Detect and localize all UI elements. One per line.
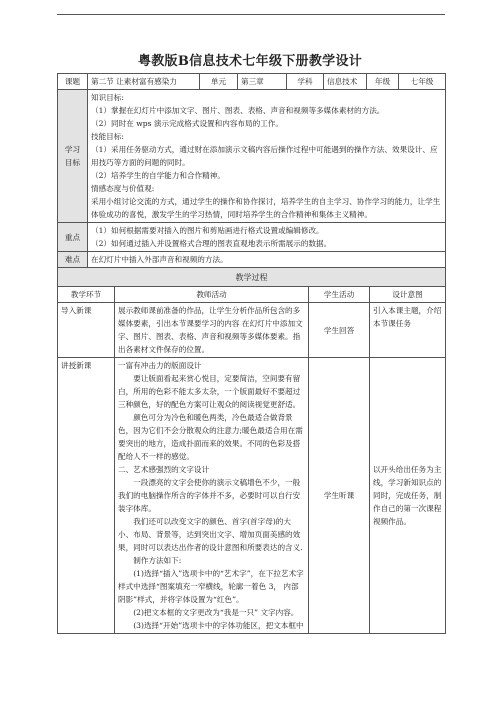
objective-line: 知识目标: xyxy=(91,93,124,102)
topic-value: 第二节 让素材富有感染力 xyxy=(88,74,200,90)
key-point-line: （1）如何根据需要对插入的图片和剪贴画进行格式设置或编辑修改。 xyxy=(91,226,324,235)
lecture-student: 学生听课 xyxy=(309,358,370,634)
topic-label: 课题 xyxy=(58,74,88,90)
lecture-row xyxy=(58,358,446,634)
objective-line: （1）采用任务驱动方式，通过财在添加演示文稿内容后操作过程中可能遇到的操作方法、效果设计、应用技巧等方面的问题的同时。 xyxy=(91,145,438,167)
subject-value: 信息技术 xyxy=(324,74,367,90)
grade-value: 七年级 xyxy=(399,74,446,90)
lecture-stage: 讲授新课 xyxy=(58,358,115,634)
key-points-label: 重点 xyxy=(58,223,88,252)
lecture-teacher-line: (1)选择“插入”选项卡中的“艺术字”，在下拉艺术字样式中选择“图案填充一窄横线，轮廓一着色 3， 内部阴影”样式，并将字体设置为“红色”。 xyxy=(118,569,304,604)
lecture-teacher-line: 要让版面看起来赏心悦目，定要简洁，空间要有留白，所用的色彩不能太多太杂，一个版面最好不要超过三种颜色，好的配色方案可让观众的阅读视觉更舒适。 xyxy=(118,374,301,409)
header-stage-cell: 教学环节 xyxy=(58,287,115,303)
key-points-row xyxy=(58,223,446,252)
lecture-teacher-line: 一段漂亮的文字会使你的演示文稿增色不少，一般我们的电脑操作所含的字体并不多，必要时可以自行安装字体库。 xyxy=(118,478,301,513)
unit-label: 单元 xyxy=(200,74,238,90)
objective-line: （2）同时在 wps 演示完成格式设置和内容布局的工作。 xyxy=(91,119,283,128)
process-section-title: 教学过程 xyxy=(58,268,446,287)
lecture-teacher-line: 我们还可以改变文字的颜色、首字(首字母)的大小、布局、背景等，达到突出文字、增加页面美感的效果，同时可以表达出作者的设计意图和所要表达的含义. xyxy=(118,517,303,552)
difficulty-label: 难点 xyxy=(58,252,88,268)
process-table xyxy=(57,286,446,634)
header-intent-cell: 设计意图 xyxy=(370,287,446,303)
intro-teacher: 展示教师课前准备的作品，让学生分析作品所包含的多媒体要素，引出本节课要学习的内容 在幻灯片中添加文字、图片、图表、表格、声音和视频等多媒体要素。指出各素材文件保存的位置。 xyxy=(115,303,309,358)
header-teacher-cell: 教师活动 xyxy=(115,287,309,303)
objectives-row xyxy=(58,90,446,223)
objectives-content xyxy=(88,90,446,223)
page-title: 粤教版B信息技术七年级下册教学设计 xyxy=(137,54,363,69)
intro-row xyxy=(58,303,446,358)
objective-line: （1）掌握在幻灯片中添加文字、图片、图表、表格、声音和视频等多媒体素材的方法。 xyxy=(91,106,385,115)
objective-line: （2）培养学生的自学能力和合作精神。 xyxy=(91,171,225,180)
process-section-row xyxy=(58,268,446,287)
lecture-teacher-line: 二、艺术感强烈的文字设计 xyxy=(118,465,210,474)
difficulty-content: 在幻灯片中插入外部声音和视频的方法。 xyxy=(88,252,446,268)
info-row xyxy=(58,74,446,90)
intro-stage: 导入新课 xyxy=(58,303,115,358)
lecture-intent: 以开头给出任务为主线，学习新知识点的同时，完成任务，制作自己的第一次课程视频作品。 xyxy=(370,358,446,634)
objective-line: 技能目标: xyxy=(91,132,124,141)
intro-intent: 引入本课主题，介绍本节课任务 xyxy=(370,303,446,358)
lecture-teacher-line: 颜色可分为冷色和暖色两类，冷色最适合做背景色，因为它们不会分散观众的注意力;暖色最适合用在需要突出的地方，造成扑面而来的效果。不同的色彩及搭配给人不一样的感觉。 xyxy=(118,413,303,461)
process-header-row-2 xyxy=(58,287,446,303)
lecture-teacher xyxy=(115,358,309,634)
unit-value: 第三章 xyxy=(238,74,287,90)
lesson-plan-table xyxy=(57,73,446,287)
objectives-label: 学习 目标 xyxy=(58,90,88,223)
objective-line: 情感态度与价值观: xyxy=(91,184,155,193)
lecture-teacher-line: 制作方法如下: xyxy=(133,556,182,565)
key-point-line: （2）如何通过插入并设置格式合理的图表直观地表示所需展示的数据。 xyxy=(91,239,332,248)
grade-label: 年级 xyxy=(367,74,399,90)
intro-student: 学生回答 xyxy=(309,303,370,358)
page-top-rule xyxy=(57,14,445,15)
header-student-cell: 学生活动 xyxy=(309,287,370,303)
lecture-teacher-line: (2)把文本框的文字更改为“我是一只” 文字内容。 xyxy=(133,608,299,617)
subject-label: 学科 xyxy=(287,74,324,90)
key-points-content xyxy=(88,223,446,252)
objective-line: 采用小组讨论交流的方式，通过学生的操作和协作探讨，培养学生的自主学习、协作学习的能力，让学生体验成功的喜悦，激发学生的学习热情，同时培养学生的合作精神和集体主义精神。 xyxy=(91,197,441,219)
lecture-teacher-line: 一富有冲击力的版面设计 xyxy=(118,361,202,370)
difficulty-row xyxy=(58,252,446,268)
lecture-teacher-line: (3)选择“开始”选项卡中的字体功能区，把文本框中 xyxy=(133,621,304,630)
